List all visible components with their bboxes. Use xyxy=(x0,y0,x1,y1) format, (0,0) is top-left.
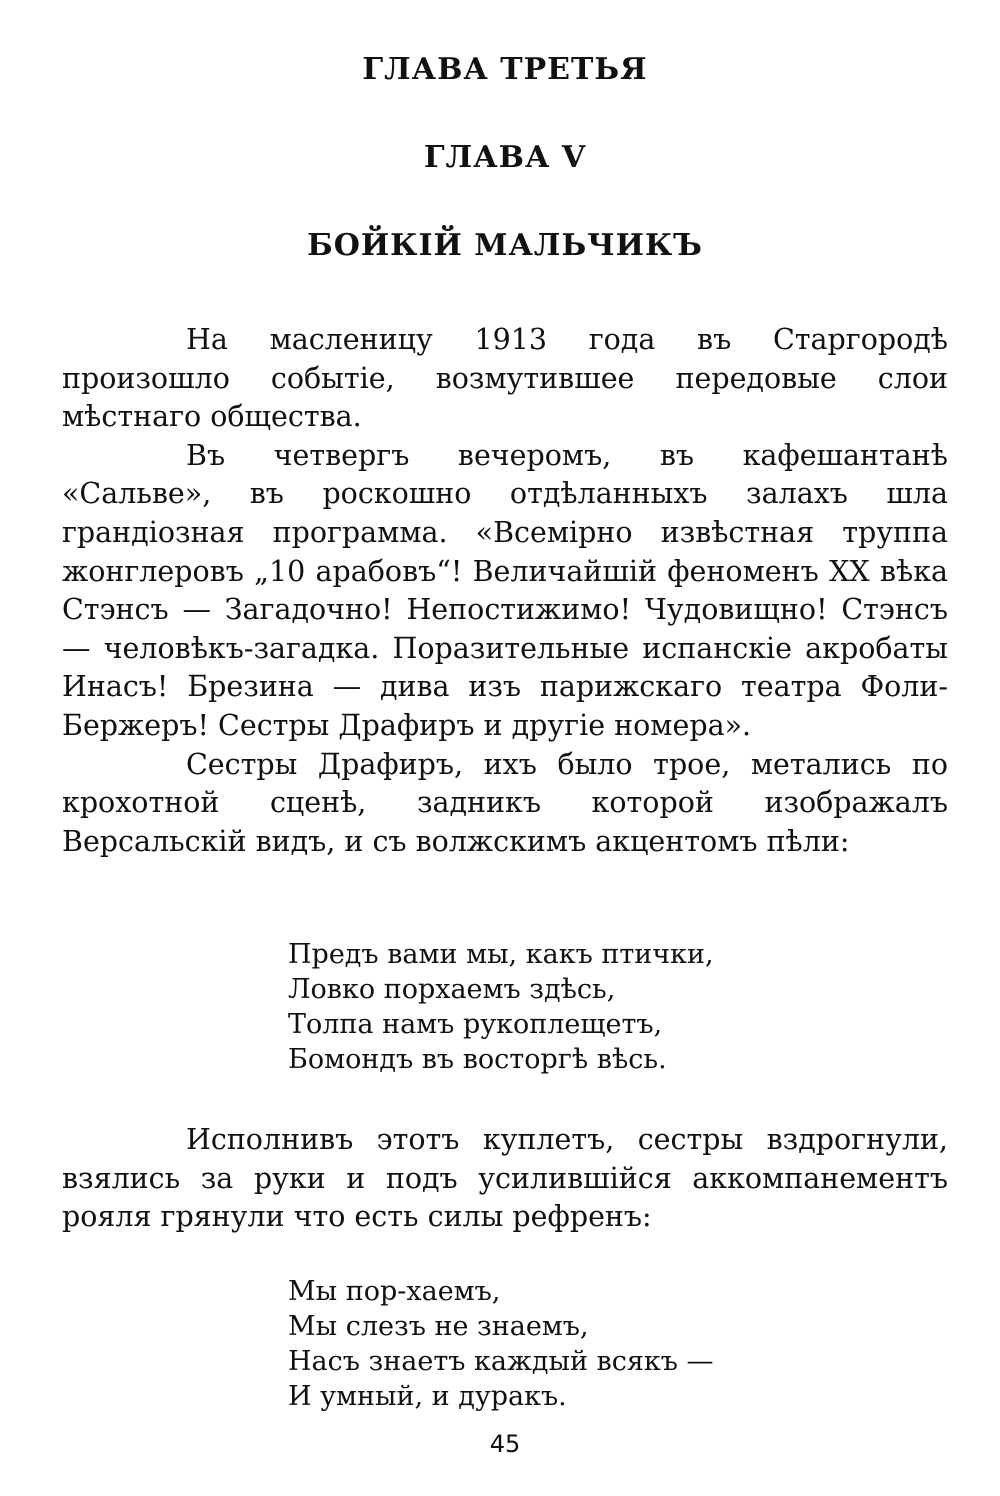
chapter-number-heading: ГЛАВА V xyxy=(423,140,587,175)
verse-line: Предъ вами мы, какъ птички, xyxy=(288,939,714,970)
verse-line: И умный, и дуракъ. xyxy=(288,1381,567,1412)
verse-stanza xyxy=(288,937,888,1077)
part-heading: ГЛАВА ТРЕТЬЯ xyxy=(362,52,648,87)
paragraph: На масленицу 1913 года въ Старгородѣ произошло событіе, возмутившее передовые слои мѣстнаго общества. xyxy=(62,323,948,434)
verse-line: Мы слезъ не знаемъ, xyxy=(288,1311,589,1342)
verse-line: Толпа намъ рукоплещетъ, xyxy=(288,1009,663,1040)
prose-block xyxy=(62,321,948,861)
prose-block xyxy=(62,1121,948,1237)
paragraph: Сестры Драфиръ, ихъ было трое, метались по крохотной сценѣ, задникъ которой изображалъ Версальскій видъ, и съ волжскимъ акцентомъ пѣли: xyxy=(62,747,948,858)
verse-line: Насъ знаетъ каждый всякъ — xyxy=(288,1346,714,1377)
verse-line: Бомондъ въ восторгѣ вѣсь. xyxy=(288,1044,667,1075)
paragraph: Въ четвергъ вечеромъ, въ кафешантанѣ «Сальве», въ роскошно отдѣланныхъ залахъ шла грандіозная программа. «Всемірно извѣстная труппа жонглеровъ „10 арабовъ“! Величайшій феноменъ XX вѣка Стэнсъ — Загадочно! Непостижимо! Чудовищно! Стэнсъ — человѣкъ-загадка. Поразительные испанскіе акробаты Инасъ! Брезина — дива изъ парижскаго театра Фоли-Бержеръ! Сестры Драфиръ и другіе номера». xyxy=(62,438,948,742)
page-number: 45 xyxy=(489,1430,521,1458)
verse-line: Мы пор-хаемъ, xyxy=(288,1276,501,1307)
paragraph: Исполнивъ этотъ куплетъ, сестры вздрогнули, взялись за руки и подъ усилившійся аккомпанементъ рояля грянули что есть силы рефренъ: xyxy=(62,1123,948,1234)
book-page xyxy=(62,0,948,1496)
chapter-title-heading: БОЙКІЙ МАЛЬЧИКЪ xyxy=(307,228,703,263)
refrain-stanza xyxy=(288,1274,888,1414)
verse-line: Ловко порхаемъ здѣсь, xyxy=(288,974,616,1005)
